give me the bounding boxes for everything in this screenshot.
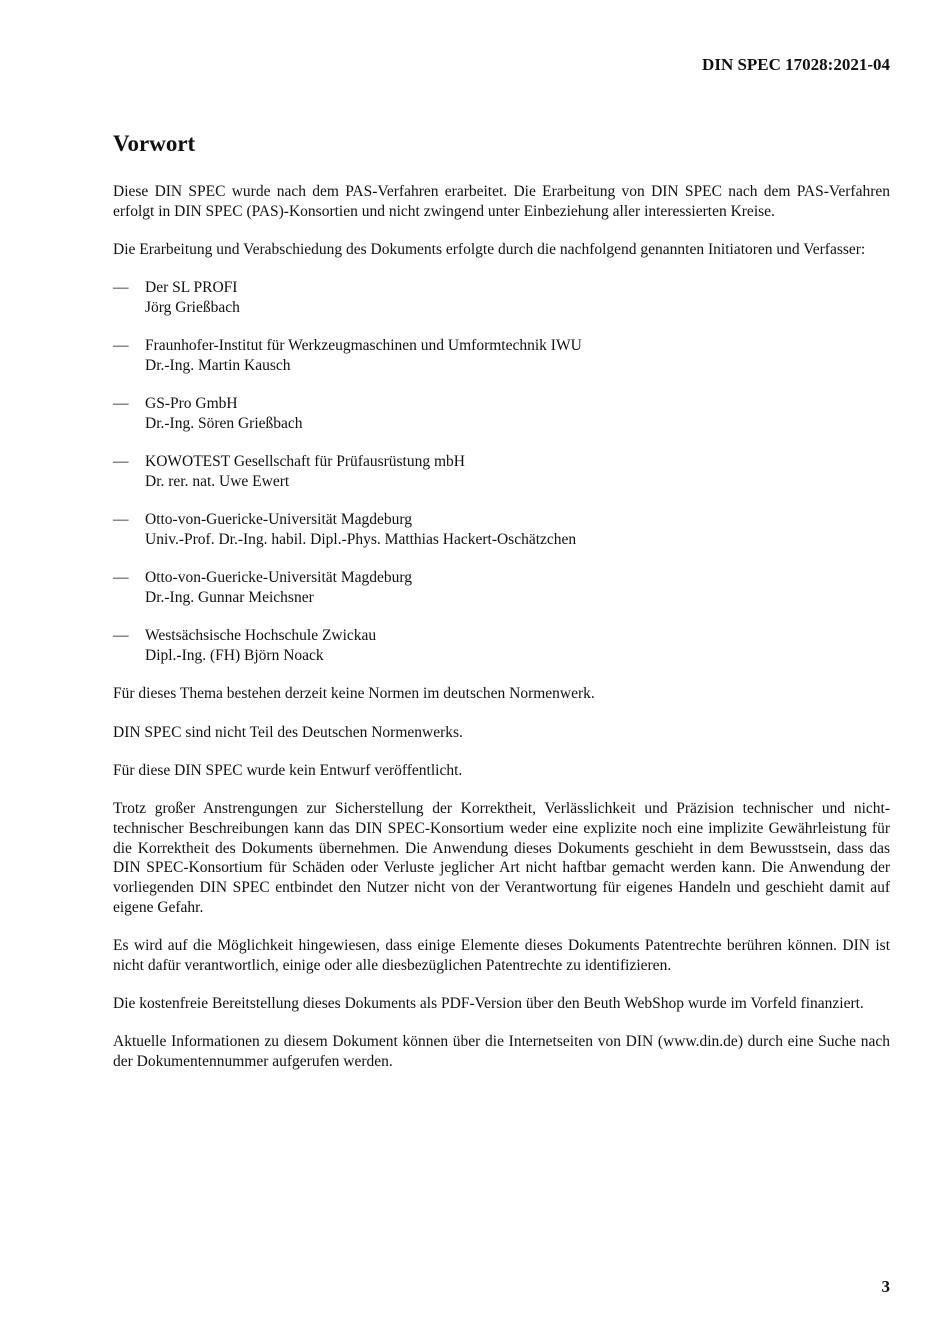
contributor-person: Univ.-Prof. Dr.-Ing. habil. Dipl.-Phys. Matthias Hackert-Oschätzchen (145, 531, 577, 548)
paragraph: Die Erarbeitung und Verabschiedung des Dokuments erfolgte durch die nachfolgend genannten Initiatoren und Verfasser: (113, 241, 866, 258)
dash-marker: — (113, 395, 129, 413)
paragraph: Diese DIN SPEC wurde nach dem PAS-Verfahren erarbeitet. Die Erarbeitung von DIN SPEC nach dem PAS-Verfahren erfolgt in DIN SPEC (PAS)-Konsortien und nicht zwingend unter Einbeziehung aller interessierten Kreise. (113, 183, 890, 220)
paragraph: Für dieses Thema bestehen derzeit keine Normen im deutschen Normenwerk. (113, 685, 595, 703)
section-title: Vorwort (113, 131, 196, 156)
paragraph: Es wird auf die Möglichkeit hingewiesen, dass einige Elemente dieses Dokuments Patentrechte berühren können. DIN ist nicht dafür verantwortlich, einige oder alle diesbezüglichen Patentrechte zu identifizieren. (113, 937, 890, 974)
contributor-organization: Fraunhofer-Institut für Werkzeugmaschinen und Umformtechnik IWU (145, 337, 582, 355)
list-item (113, 394, 890, 433)
contributor-person: Jörg Grießbach (145, 299, 240, 316)
foreword-body (113, 182, 890, 1090)
list-item (113, 452, 890, 491)
list-item (113, 336, 890, 375)
list-item (113, 510, 890, 549)
list-item (113, 278, 890, 317)
contributor-person: Dipl.-Ing. (FH) Björn Noack (145, 647, 324, 664)
contributor-organization: Otto-von-Guericke-Universität Magdeburg (145, 511, 413, 529)
contributor-organization: Otto-von-Guericke-Universität Magdeburg (145, 569, 413, 587)
document-id: DIN SPEC 17028:2021-04 (702, 55, 890, 74)
list-item (113, 568, 890, 607)
paragraph: DIN SPEC sind nicht Teil des Deutschen Normenwerks. (113, 723, 463, 741)
dash-marker: — (113, 627, 129, 645)
dash-marker: — (113, 453, 129, 471)
paragraph: Trotz großer Anstrengungen zur Sicherstellung der Korrektheit, Verlässlichkeit und Präzision technischer und nicht-technischer Beschreibungen kann das DIN SPEC-Konsortium weder eine explizite noch eine implizite Gewährleistung für die Korrektheit des Dokuments übernehmen. Die Anwendung dieses Dokuments geschieht in dem Bewusstsein, dass das DIN SPEC-Konsortium für Schäden oder Verluste jeglicher Art nicht haftbar gemacht werden kann. Die Anwendung der vorliegenden DIN SPEC entbindet den Nutzer nicht von der Verantwortung für eigenes Handeln und geschieht damit auf eigene Gefahr. (113, 800, 890, 916)
contributor-person: Dr.-Ing. Sören Grießbach (145, 415, 303, 432)
contributor-organization: KOWOTEST Gesellschaft für Prüfausrüstung mbH (145, 453, 465, 471)
contributor-person: Dr.-Ing. Gunnar Meichsner (145, 589, 314, 606)
contributor-organization: Der SL PROFI (145, 279, 238, 297)
list-item (113, 626, 890, 665)
paragraph: Aktuelle Informationen zu diesem Dokument können über die Internetseiten von DIN (www.din.de) durch eine Suche nach der Dokumentennummer aufgerufen werden. (113, 1033, 890, 1070)
dash-marker: — (113, 511, 129, 529)
dash-marker: — (113, 569, 129, 587)
contributor-organization: GS-Pro GmbH (145, 395, 238, 413)
contributor-person: Dr. rer. nat. Uwe Ewert (145, 473, 290, 490)
paragraph: Für diese DIN SPEC wurde kein Entwurf veröffentlicht. (113, 761, 463, 779)
contributor-list (113, 278, 890, 665)
page-number: 3 (881, 1277, 890, 1296)
contributor-person: Dr.-Ing. Martin Kausch (145, 357, 291, 374)
dash-marker: — (113, 337, 129, 355)
contributor-organization: Westsächsische Hochschule Zwickau (145, 627, 377, 645)
paragraph: Die kostenfreie Bereitstellung dieses Dokuments als PDF-Version über den Beuth WebShop wurde im Vorfeld finanziert. (113, 995, 864, 1012)
dash-marker: — (113, 279, 129, 297)
